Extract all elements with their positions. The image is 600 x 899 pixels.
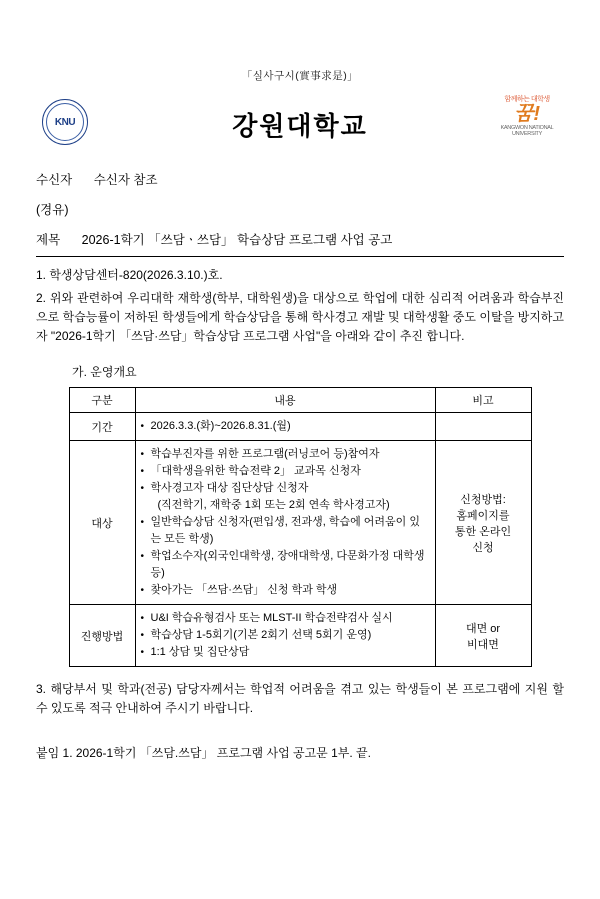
list-item: • U&I 학습유형검사 또는 MLST-II 학습전략검사 실시 [140,610,431,627]
document-motto: 「실사구시(實事求是)」 [241,70,359,82]
table-cell-content [135,413,435,441]
emblem-main-char: 꿈 [514,103,534,125]
table-cell-note [435,413,531,441]
subject-value: 2026-1학기 「쓰담ㆍ쓰담」 학습상담 프로그램 사업 공고 [81,233,393,247]
university-seal-icon [42,99,94,145]
attachment-note: 붙임 1. 2026-1학기 「쓰담.쓰담」 프로그램 사업 공고문 1부. 끝. [36,746,371,760]
table-cell-label: 진행방법 [69,605,135,667]
table-row [69,413,531,441]
table-cell-content [135,605,435,667]
table-row [69,441,531,605]
table-header-cell: 비고 [435,388,531,413]
list-item: • 1:1 상담 및 집단상담 [140,644,431,661]
table-body [69,413,531,667]
list-item: (직전학기, 재학중 1회 또는 2회 연속 학사경고자) [157,499,390,511]
table-row [69,605,531,667]
emblem-accent-char: ! [533,103,540,125]
table-cell-label: 기간 [69,413,135,441]
list-item: • 학사경고자 대상 집단상담 신청자 [140,480,431,497]
emblem-sub-text: KANGWON NATIONAL UNIVERSITY [500,125,554,137]
subject-label: 제목 [36,233,61,247]
document-header [36,93,564,159]
seal-label: KNU [54,116,76,128]
table-cell-content [135,441,435,605]
content-list [140,610,431,661]
list-item: • 2026.3.3.(화)~2026.8.31.(월) [140,418,431,435]
subject-field [36,232,564,257]
list-item: • 「대학생을위한 학습전략 2」 교과목 신청자 [140,463,431,480]
content-list [140,418,431,435]
recipient-value: 수신자 참조 [93,173,158,187]
list-item: • 일반학습상담 신청자(편입생, 전과생, 학습에 어려움이 있는 모든 학생) [140,514,431,548]
table-header-cell: 내용 [135,388,435,413]
body-sub-head: 가. 운영개요 [72,365,137,379]
list-item: • 학습상담 1-5회기(기본 2회기 선택 5회기 운영) [140,627,431,644]
list-item: • 학습부진자를 위한 프로그램(러닝코어 등)참여자 [140,446,431,463]
university-name: 강원대학교 [232,111,368,141]
table-header-row [69,388,531,413]
table-cell-note: 대면 or 비대면 [435,605,531,667]
emblem-top-text: 함께하는 대학생 [504,96,550,103]
table-cell-note: 신청방법: 홈페이지를 통한 온라인 신청 [435,441,531,605]
list-item: • 찾아가는 「쓰담·쓰담」 신청 학과 학생 [140,582,431,599]
university-emblem-icon [490,95,564,145]
recipient-label: 수신자 [36,173,73,187]
table-header-cell: 구분 [69,388,135,413]
body-item-2: 2. 위와 관련하여 우리대학 재학생(학부, 대학원생)을 대상으로 학업에 대한 심리적 어려움과 학습부진으로 학습능률이 저하된 학생들에게 학습상담을 통해 학사경고 재발 및 대학생활 중도 이탈을 방지하고자 "2026-1학기 「쓰담·쓰담」학습상담 프로그램 사업"을 아래와 같이 추진 합니다. [36,291,564,343]
overview-table [69,387,532,667]
list-item: • 학업소수자(외국인대학생, 장애대학생, 다문화가정 대학생 등) [140,548,431,582]
body-item-1: 1. 학생상담센터-820(2026.3.10.)호. [36,268,223,282]
content-list [140,446,431,599]
body-item-3: 3. 해당부서 및 학과(전공) 담당자께서는 학업적 어려움을 겪고 있는 학생들이 본 프로그램에 지원 할 수 있도록 적극 안내하여 주시기 바랍니다. [36,682,564,715]
via-field: (경유) [36,203,69,217]
emblem-main-text [490,104,564,124]
document-page [0,68,600,899]
recipient-field [36,172,564,189]
table-cell-label: 대상 [69,441,135,605]
